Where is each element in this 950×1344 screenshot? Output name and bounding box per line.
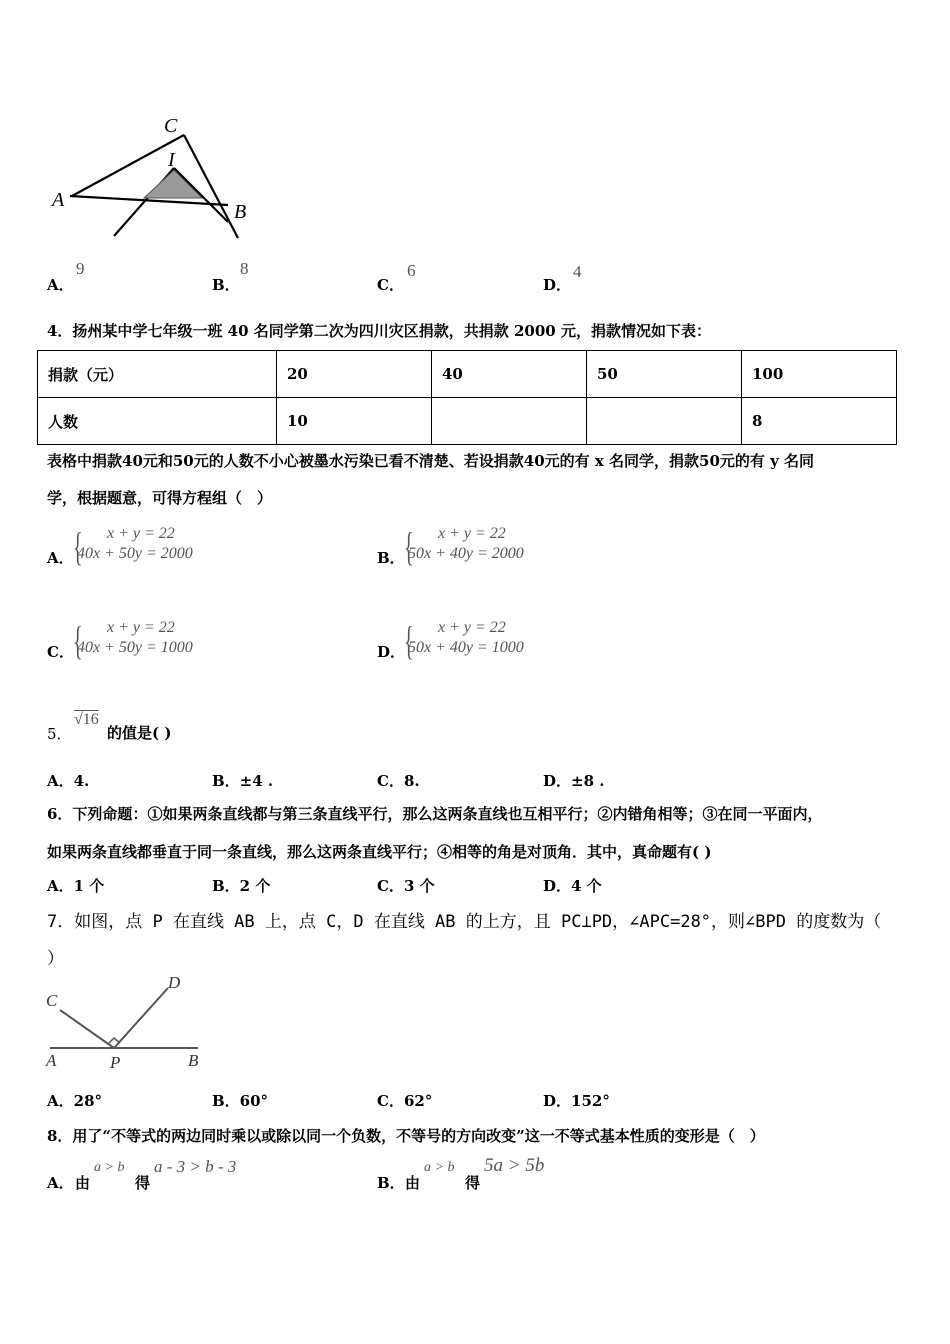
q4-stem: 4．扬州某中学七年级一班 40 名同学第二次为四川灾区捐款，共捐款 2000 元，捐款情况如下表： xyxy=(47,322,711,340)
table-cell: 8 xyxy=(742,398,897,445)
table-cell: 50 xyxy=(587,351,742,398)
q6-option-b[interactable]: B．2 个 xyxy=(212,877,271,895)
table-cell: 人数 xyxy=(38,398,277,445)
q5-option-d[interactable]: D．±8 . xyxy=(543,772,605,790)
label-c: C xyxy=(164,115,178,137)
q7-option-a[interactable]: A．28° xyxy=(47,1092,103,1110)
q5-option-a[interactable]: A．4. xyxy=(47,772,90,790)
table-row xyxy=(38,398,897,445)
q4-text-2: 学，根据题意，可得方程组（ ） xyxy=(47,489,273,507)
q7-line-2: ） xyxy=(47,949,64,969)
triangle-figure xyxy=(48,112,268,242)
q6-option-a[interactable]: A．1 个 xyxy=(47,877,105,895)
table-cell xyxy=(432,398,587,445)
label-c: C xyxy=(46,991,58,1010)
table-cell: 捐款（元） xyxy=(38,351,277,398)
table-cell: 10 xyxy=(277,398,432,445)
label-a: A xyxy=(52,189,65,211)
q6-line-1: 6．下列命题：①如果两条直线都与第三条直线平行，那么这两条直线也互相平行；②内错角相等；③在同一平面内， xyxy=(47,805,823,823)
label-i: I xyxy=(168,149,175,171)
donation-table xyxy=(37,350,897,445)
q7-option-c[interactable]: C．62° xyxy=(377,1092,433,1110)
q5-option-c[interactable]: C．8. xyxy=(377,772,420,790)
table-cell: 40 xyxy=(432,351,587,398)
table-cell xyxy=(587,398,742,445)
q5-number: 5． xyxy=(47,725,72,743)
q6-line-2: 如果两条直线都垂直于同一条直线，那么这两条直线平行；④相等的角是对顶角．其中，真命题有( ) xyxy=(47,843,712,861)
label-d: D xyxy=(168,973,181,992)
q6-option-c[interactable]: C．3 个 xyxy=(377,877,435,895)
q8-stem: 8．用了“不等式的两边同时乘以或除以同一个负数，不等号的方向改变”这一不等式基本性质的变形是（ ） xyxy=(47,1127,765,1145)
label-b: B xyxy=(234,201,247,223)
q7-option-b[interactable]: B．60° xyxy=(212,1092,269,1110)
q7-line-1: 7．如图，点 P 在直线 AB 上，点 C，D 在直线 AB 的上方，且 PC⊥PD，∠APC=28°，则∠BPD 的度数为（ xyxy=(47,912,882,932)
q5-text: 的值是( ) xyxy=(107,724,172,742)
q6-option-d[interactable]: D．4 个 xyxy=(543,877,602,895)
label-b: B xyxy=(188,1051,199,1070)
q5-radical: √16 xyxy=(74,711,99,728)
table-row xyxy=(38,351,897,398)
q4-text-1: 表格中捐款40元和50元的人数不小心被墨水污染已看不清楚、若设捐款40元的有 x 名同学，捐款50元的有 y 名同 xyxy=(47,452,815,470)
q7-option-d[interactable]: D．152° xyxy=(543,1092,610,1110)
label-a: A xyxy=(46,1051,57,1070)
table-cell: 20 xyxy=(277,351,432,398)
q5-option-b[interactable]: B．±4 . xyxy=(212,772,274,790)
table-cell: 100 xyxy=(742,351,897,398)
angle-figure xyxy=(40,970,210,1075)
label-p: P xyxy=(110,1053,121,1072)
